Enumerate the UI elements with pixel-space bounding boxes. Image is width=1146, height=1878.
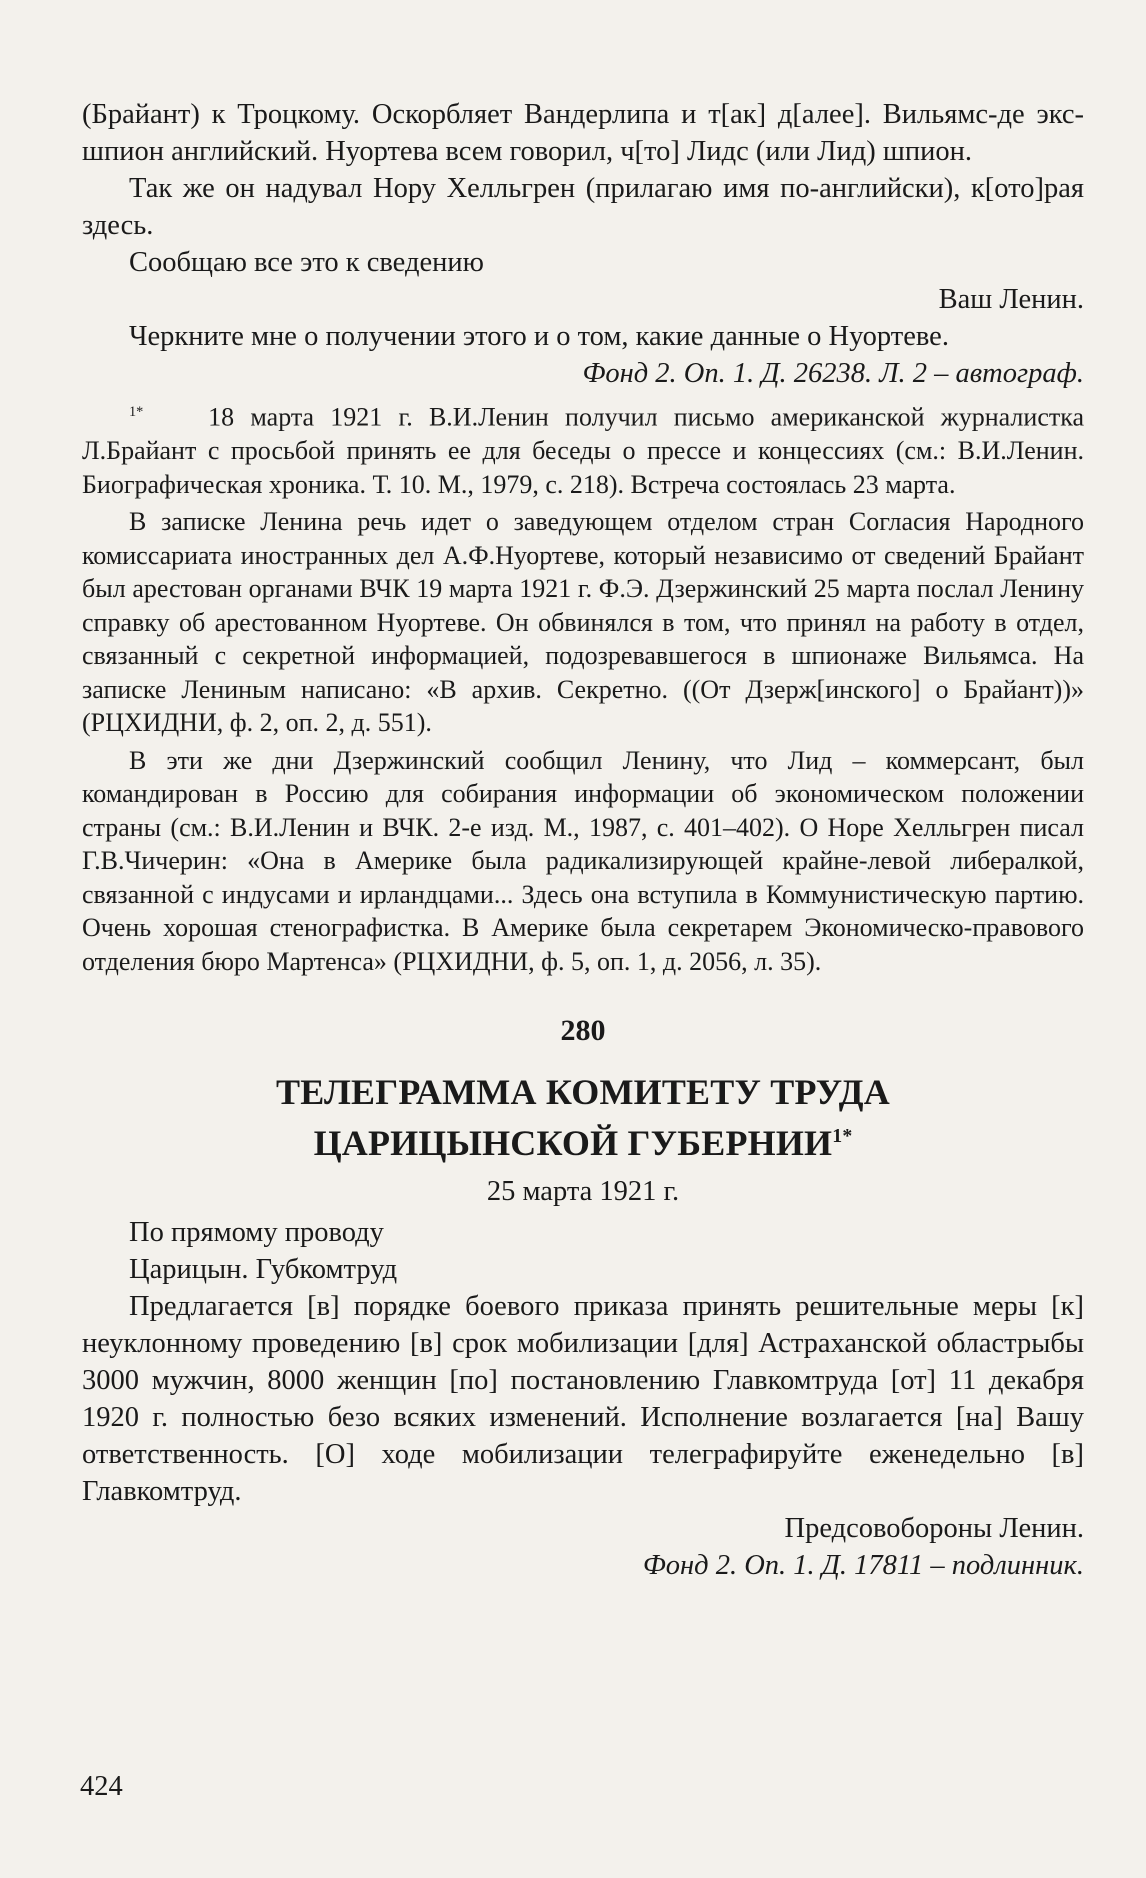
footnote-2: В записке Ленина речь идет о заведующем отделом стран Согласия Народного комиссариата иностранных дел А.Ф.Нуортеве, который независимо от сведений Брайант был арестован органами ВЧК 19 марта 1921 г. Ф.Э. Дзержинский 25 марта послал Ленину справку об арестованном Нуортеве. Он обвинялся в том, что принял на работу в отдел, связанный с секретной информацией, подозревавшегося в шпионаже Вильямса. На записке Лениным написано: «В архив. Секретно. ((От Дзерж[инского] о Брайант))» (РЦХИДНИ, ф. 2, оп. 2, д. 551). [82, 507, 1084, 738]
paragraph-continuation: (Брайант) к Троцкому. Оскорбляет Вандерлипа и т[ак] д[алее]. Вильямс-де экс-шпион английский. Нуортева всем говорил, ч[то] Лидс (или Лид) шпион. [82, 99, 1084, 167]
telegram-body: Предлагается [в] порядке боевого приказа принять решительные меры [к] неуклонному проведению [в] срок мобилизации [для] Астраханской областрыбы 3000 мужчин, 8000 женщин [по] постановлению Главкомтруда [от] 11 декабря 1920 г. полностью безо всяких изменений. Исполнение возлагается [на] Вашу ответственность. [О] ходе мобилизации телеграфируйте еженедельно [в] Главкомтруд. [82, 1291, 1084, 1508]
paragraph-postscript: Черкните мне о получении этого и о том, какие данные о Нуортеве. [129, 321, 949, 352]
signature-lenin: Ваш Ленин. [938, 284, 1084, 315]
document-title-line-2 [82, 1114, 1084, 1165]
telegram-source: Фонд 2. Оп. 1. Д. 17811 – подлинник. [642, 1550, 1084, 1582]
page-number: 424 [80, 1771, 123, 1802]
paragraph-hellgren: Так же он надувал Нору Хелльгрен (прилагаю имя по-английски), к[ото]рая здесь. [82, 173, 1084, 241]
archive-source: Фонд 2. Оп. 1. Д. 26238. Л. 2 – автограф. [582, 358, 1084, 389]
document-title-line-1: ТЕЛЕГРАММА КОМИТЕТУ ТРУДА [276, 1072, 890, 1113]
document-number: 280 [560, 1014, 606, 1048]
telegram-line-2: Царицын. Губкомтруд [129, 1254, 398, 1286]
telegram-signature: Предсовобороны Ленин. [784, 1513, 1084, 1545]
footnote-3: В эти же дни Дзержинский сообщил Ленину, что Лид – коммерсант, был командирован в Россию для собирания информации об экономическом положении страны (см.: В.И.Ленин и ВЧК. 2-е изд. М., 1987, с. 401–402). О Норе Хелльгрен писал Г.В.Чичерин: «Она в Америке была радикализирующей крайне-левой либералкой, связанной с индусами и ирландцами... Здесь она вступила в Коммунистическую партию. Очень хорошая стенографистка. В Америке была секретарем Экономическо-правового отделения бюро Мартенса» (РЦХИДНИ, ф. 5, оп. 1, д. 2056, л. 35). [82, 745, 1084, 976]
paragraph-info: Сообщаю все это к сведению [129, 247, 484, 278]
footnote-marker: 1* [129, 404, 144, 420]
document-date: 25 марта 1921 г. [486, 1176, 680, 1208]
footnote-1-text: 18 марта 1921 г. В.И.Ленин получил письмо американской журналистка Л.Брайант с просьбой принять ее для беседы о прессе и концессиях (см.: В.И.Ленин. Биографическая хроника. Т. 10. М., 1979, с. 218). Встреча состоялась 23 марта. [82, 402, 1085, 499]
title-text: ЦАРИЦЫНСКОЙ ГУБЕРНИИ [313, 1123, 833, 1164]
footnote-1 [82, 396, 1084, 501]
page-content [82, 96, 1084, 1584]
telegram-line-1: По прямому проводу [129, 1217, 384, 1249]
title-footnote-marker: 1* [832, 1125, 853, 1148]
